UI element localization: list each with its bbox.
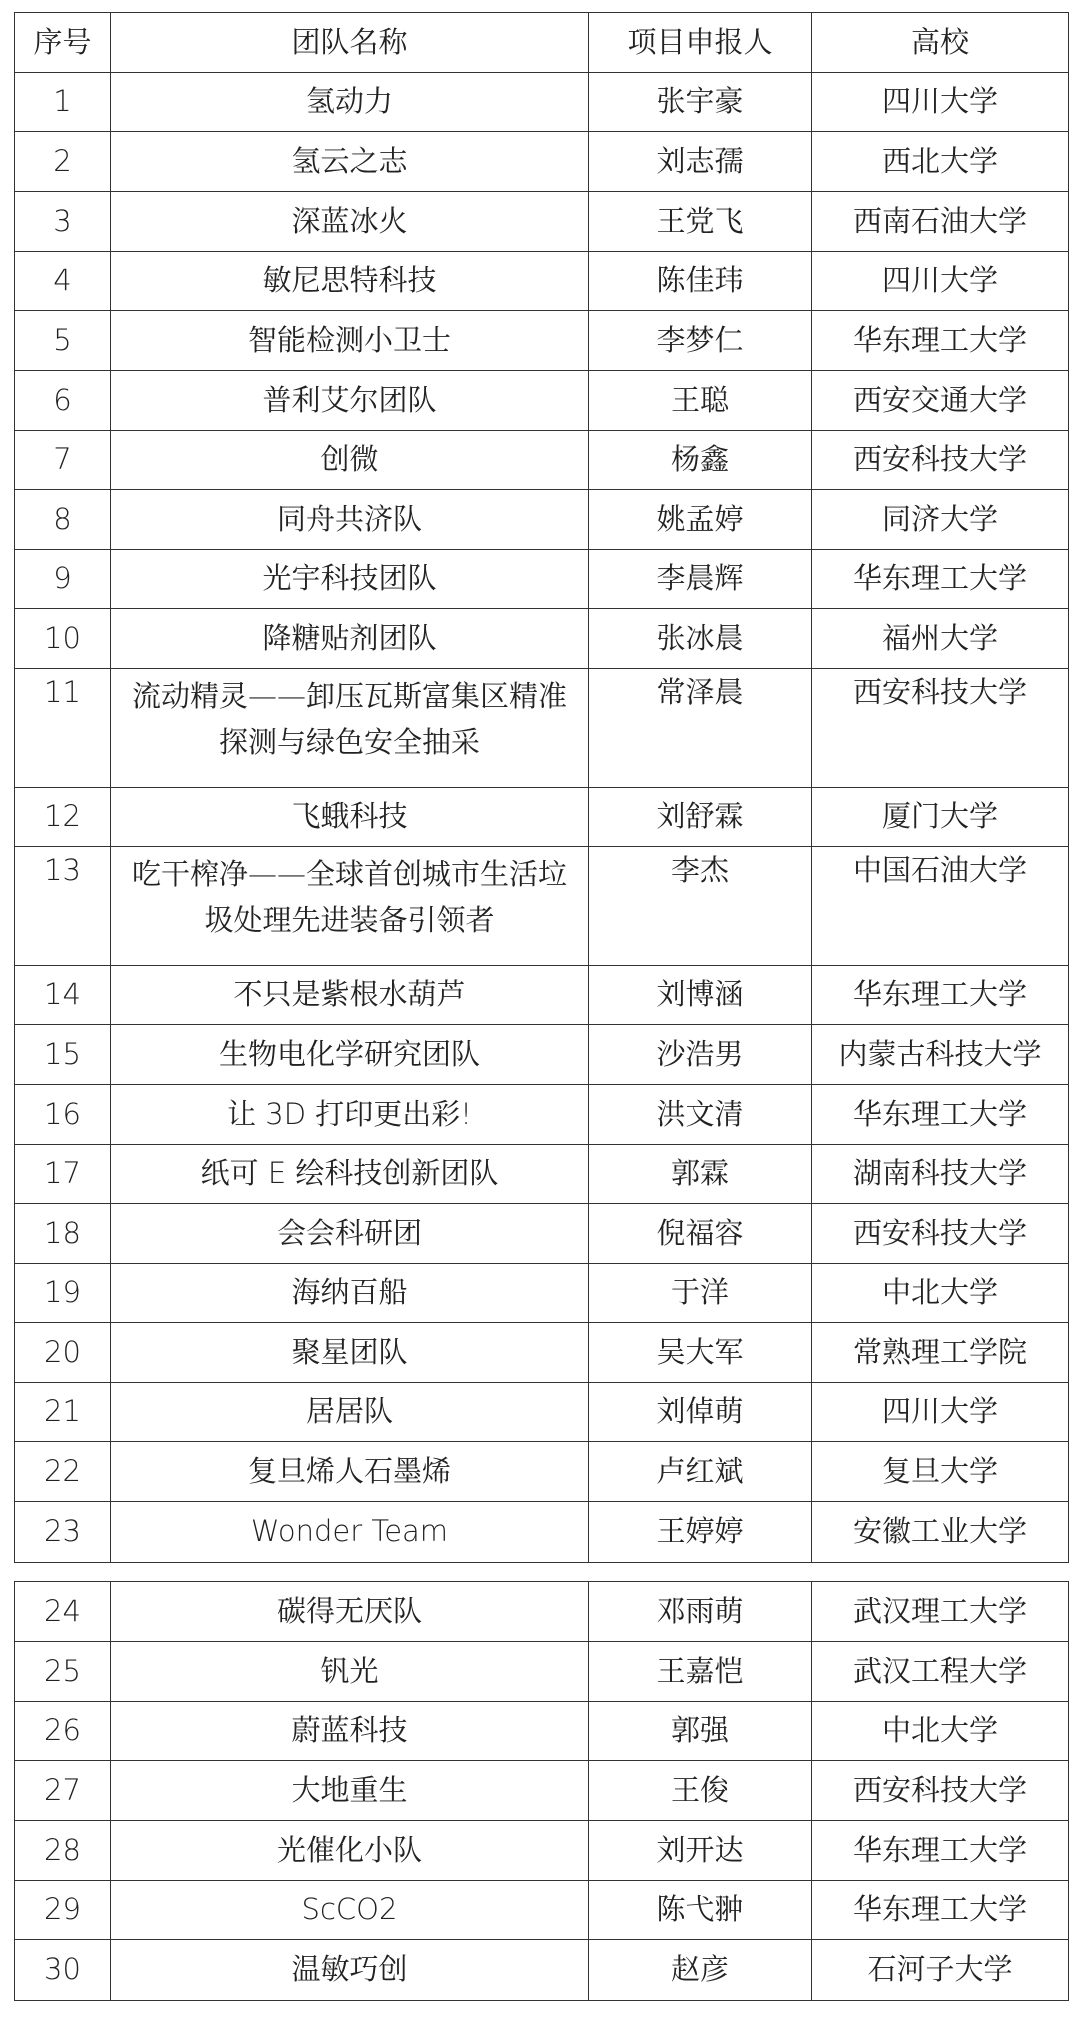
applicant-name: 卢红斌 <box>589 1442 812 1502</box>
header-team: 团队名称 <box>111 13 589 73</box>
team-name: 光宇科技团队 <box>111 550 589 609</box>
table-row <box>15 847 1069 966</box>
table-row <box>15 1642 1069 1702</box>
school-name: 安徽工业大学 <box>812 1502 1069 1563</box>
school-name: 中北大学 <box>812 1702 1069 1761</box>
table-row <box>15 609 1069 669</box>
applicant-name: 吴大军 <box>589 1323 812 1383</box>
table-row <box>15 550 1069 609</box>
table-row <box>15 966 1069 1025</box>
school-name: 武汉工程大学 <box>812 1642 1069 1702</box>
row-number: 17 <box>15 1145 111 1204</box>
table-row <box>15 1702 1069 1761</box>
row-number: 26 <box>15 1702 111 1761</box>
applicant-name: 常泽晨 <box>589 669 812 788</box>
applicant-name: 刘志孺 <box>589 132 812 192</box>
row-number: 7 <box>15 431 111 490</box>
team-name: 氢云之志 <box>111 132 589 192</box>
school-name: 厦门大学 <box>812 788 1069 847</box>
team-name: 智能检测小卫士 <box>111 311 589 371</box>
table-row <box>15 1940 1069 2001</box>
school-name: 西南石油大学 <box>812 192 1069 252</box>
team-name: 流动精灵——卸压瓦斯富集区精准探测与绿色安全抽采 <box>111 669 589 788</box>
team-name: 居居队 <box>111 1383 589 1442</box>
applicant-name: 张冰晨 <box>589 609 812 669</box>
team-name: 复旦烯人石墨烯 <box>111 1442 589 1502</box>
table-row <box>15 1264 1069 1323</box>
school-name: 中北大学 <box>812 1264 1069 1323</box>
table-row <box>15 1821 1069 1881</box>
team-name: 降糖贴剂团队 <box>111 609 589 669</box>
team-name: 吃干榨净——全球首创城市生活垃圾处理先进装备引领者 <box>111 847 589 966</box>
team-name: 创微 <box>111 431 589 490</box>
team-name: 聚星团队 <box>111 1323 589 1383</box>
row-number: 14 <box>15 966 111 1025</box>
table-row <box>15 1025 1069 1085</box>
team-name: 蔚蓝科技 <box>111 1702 589 1761</box>
applicant-name: 刘开达 <box>589 1821 812 1881</box>
row-number: 2 <box>15 132 111 192</box>
school-name: 华东理工大学 <box>812 1881 1069 1940</box>
table-row <box>15 1085 1069 1145</box>
row-number: 24 <box>15 1582 111 1642</box>
school-name: 福州大学 <box>812 609 1069 669</box>
applicant-name: 刘倬萌 <box>589 1383 812 1442</box>
row-number: 12 <box>15 788 111 847</box>
table-row <box>15 1204 1069 1264</box>
school-name: 西安科技大学 <box>812 1761 1069 1821</box>
applicant-name: 姚孟婷 <box>589 490 812 550</box>
team-name: 深蓝冰火 <box>111 192 589 252</box>
row-number: 1 <box>15 73 111 132</box>
header-school: 高校 <box>812 13 1069 73</box>
team-name: 大地重生 <box>111 1761 589 1821</box>
applicant-name: 王俊 <box>589 1761 812 1821</box>
school-name: 西北大学 <box>812 132 1069 192</box>
team-table-part1 <box>14 12 1069 1563</box>
school-name: 华东理工大学 <box>812 311 1069 371</box>
row-number: 23 <box>15 1502 111 1563</box>
school-name: 西安科技大学 <box>812 431 1069 490</box>
table-row <box>15 132 1069 192</box>
team-name: ScCO2 <box>111 1881 589 1940</box>
school-name: 华东理工大学 <box>812 1821 1069 1881</box>
applicant-name: 倪福容 <box>589 1204 812 1264</box>
table-row <box>15 669 1069 788</box>
team-name: 氢动力 <box>111 73 589 132</box>
row-number: 22 <box>15 1442 111 1502</box>
school-name: 四川大学 <box>812 1383 1069 1442</box>
row-number: 6 <box>15 371 111 431</box>
table-row <box>15 1881 1069 1940</box>
applicant-name: 郭强 <box>589 1702 812 1761</box>
team-name: 光催化小队 <box>111 1821 589 1881</box>
header-applicant: 项目申报人 <box>589 13 812 73</box>
school-name: 华东理工大学 <box>812 550 1069 609</box>
row-number: 3 <box>15 192 111 252</box>
team-name: 敏尼思特科技 <box>111 252 589 311</box>
table-row <box>15 1502 1069 1563</box>
row-number: 25 <box>15 1642 111 1702</box>
applicant-name: 王婷婷 <box>589 1502 812 1563</box>
team-name: 普利艾尔团队 <box>111 371 589 431</box>
school-name: 中国石油大学 <box>812 847 1069 966</box>
school-name: 西安交通大学 <box>812 371 1069 431</box>
table-row <box>15 788 1069 847</box>
table-row <box>15 1442 1069 1502</box>
row-number: 16 <box>15 1085 111 1145</box>
table-row <box>15 1323 1069 1383</box>
team-name: 同舟共济队 <box>111 490 589 550</box>
school-name: 华东理工大学 <box>812 966 1069 1025</box>
school-name: 四川大学 <box>812 73 1069 132</box>
row-number: 9 <box>15 550 111 609</box>
applicant-name: 王嘉恺 <box>589 1642 812 1702</box>
applicant-name: 洪文清 <box>589 1085 812 1145</box>
row-number: 11 <box>15 669 111 788</box>
applicant-name: 刘博涵 <box>589 966 812 1025</box>
table-row <box>15 1582 1069 1642</box>
applicant-name: 沙浩男 <box>589 1025 812 1085</box>
applicant-name: 杨鑫 <box>589 431 812 490</box>
header-no: 序号 <box>15 13 111 73</box>
row-number: 18 <box>15 1204 111 1264</box>
team-name: 钒光 <box>111 1642 589 1702</box>
school-name: 复旦大学 <box>812 1442 1069 1502</box>
table-header-row <box>15 13 1069 73</box>
row-number: 28 <box>15 1821 111 1881</box>
team-name: 温敏巧创 <box>111 1940 589 2001</box>
team-name: 让 3D 打印更出彩! <box>111 1085 589 1145</box>
table-row <box>15 1761 1069 1821</box>
row-number: 13 <box>15 847 111 966</box>
team-name: 生物电化学研究团队 <box>111 1025 589 1085</box>
applicant-name: 王党飞 <box>589 192 812 252</box>
team-name: 飞蛾科技 <box>111 788 589 847</box>
row-number: 20 <box>15 1323 111 1383</box>
applicant-name: 王聪 <box>589 371 812 431</box>
applicant-name: 李杰 <box>589 847 812 966</box>
school-name: 武汉理工大学 <box>812 1582 1069 1642</box>
school-name: 石河子大学 <box>812 1940 1069 2001</box>
table-break <box>0 1568 1080 1580</box>
applicant-name: 陈佳玮 <box>589 252 812 311</box>
school-name: 内蒙古科技大学 <box>812 1025 1069 1085</box>
school-name: 常熟理工学院 <box>812 1323 1069 1383</box>
school-name: 湖南科技大学 <box>812 1145 1069 1204</box>
row-number: 21 <box>15 1383 111 1442</box>
row-number: 4 <box>15 252 111 311</box>
row-number: 30 <box>15 1940 111 2001</box>
table-row <box>15 252 1069 311</box>
table-row <box>15 73 1069 132</box>
table-row <box>15 311 1069 371</box>
row-number: 19 <box>15 1264 111 1323</box>
applicant-name: 李晨辉 <box>589 550 812 609</box>
row-number: 29 <box>15 1881 111 1940</box>
row-number: 27 <box>15 1761 111 1821</box>
row-number: 8 <box>15 490 111 550</box>
table-row <box>15 192 1069 252</box>
applicant-name: 邓雨萌 <box>589 1582 812 1642</box>
row-number: 5 <box>15 311 111 371</box>
team-name: 纸可 E 绘科技创新团队 <box>111 1145 589 1204</box>
applicant-name: 李梦仁 <box>589 311 812 371</box>
table-row <box>15 1145 1069 1204</box>
school-name: 西安科技大学 <box>812 1204 1069 1264</box>
table-row <box>15 1383 1069 1442</box>
applicant-name: 刘舒霖 <box>589 788 812 847</box>
team-name: Wonder Team <box>111 1502 589 1563</box>
row-number: 15 <box>15 1025 111 1085</box>
team-table-part2 <box>14 1581 1069 2001</box>
table-row <box>15 490 1069 550</box>
table-row <box>15 371 1069 431</box>
applicant-name: 于洋 <box>589 1264 812 1323</box>
applicant-name: 陈弋翀 <box>589 1881 812 1940</box>
table-row <box>15 431 1069 490</box>
team-name: 不只是紫根水葫芦 <box>111 966 589 1025</box>
school-name: 四川大学 <box>812 252 1069 311</box>
team-name: 海纳百船 <box>111 1264 589 1323</box>
school-name: 西安科技大学 <box>812 669 1069 788</box>
applicant-name: 张宇豪 <box>589 73 812 132</box>
school-name: 华东理工大学 <box>812 1085 1069 1145</box>
school-name: 同济大学 <box>812 490 1069 550</box>
applicant-name: 郭霖 <box>589 1145 812 1204</box>
team-name: 碳得无厌队 <box>111 1582 589 1642</box>
applicant-name: 赵彦 <box>589 1940 812 2001</box>
team-name: 会会科研团 <box>111 1204 589 1264</box>
row-number: 10 <box>15 609 111 669</box>
